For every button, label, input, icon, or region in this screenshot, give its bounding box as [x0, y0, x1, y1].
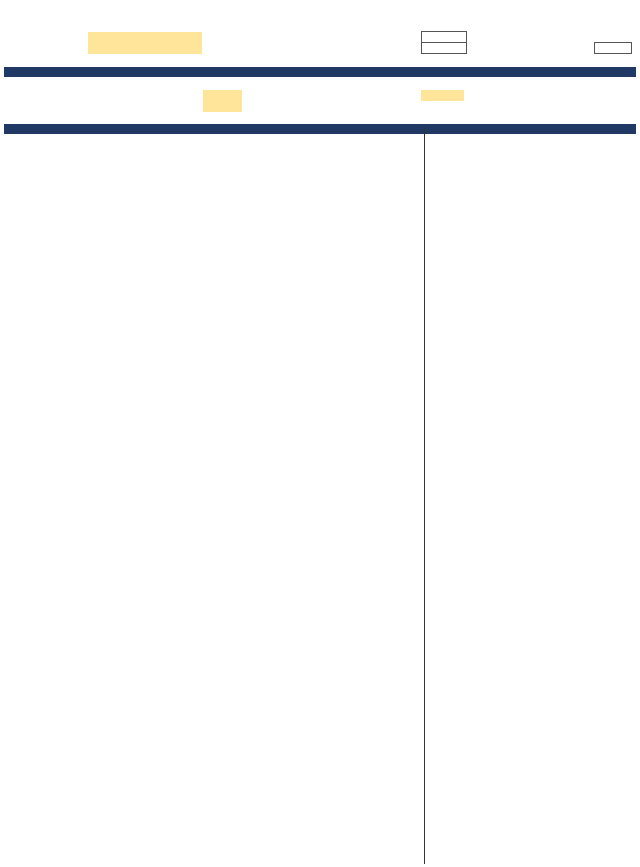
- today-price-value: [421, 42, 467, 54]
- date-input[interactable]: [88, 43, 202, 54]
- period-numbers-row: [4, 113, 636, 123]
- assumptions-band: [4, 67, 636, 77]
- upside-value: [594, 42, 632, 54]
- ticker-input[interactable]: [88, 32, 202, 43]
- wacc-input[interactable]: [203, 90, 242, 101]
- dcf-header-band: [4, 124, 636, 134]
- tgr-input[interactable]: [203, 101, 242, 112]
- forecast-divider: [424, 127, 425, 864]
- scenario-input[interactable]: [421, 90, 464, 101]
